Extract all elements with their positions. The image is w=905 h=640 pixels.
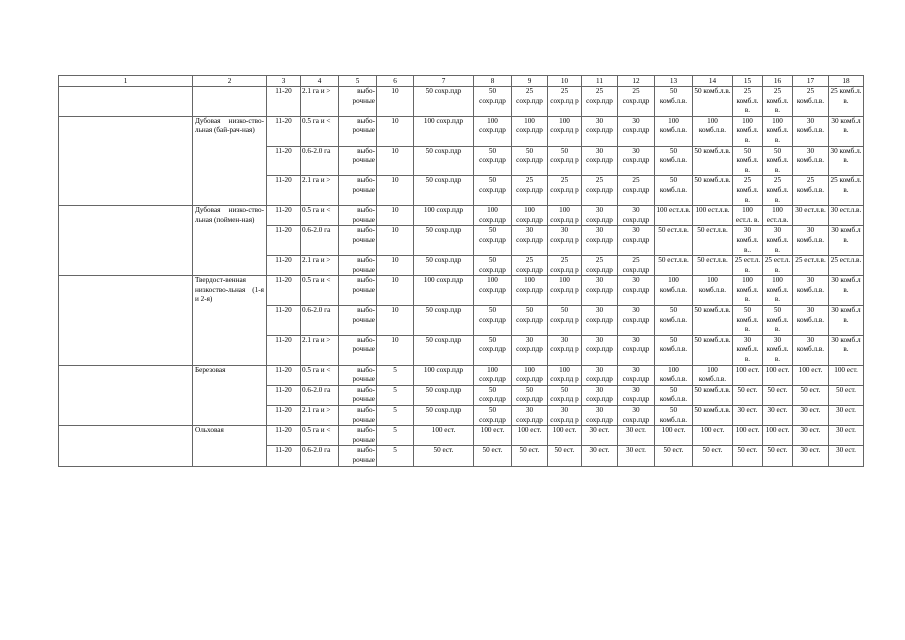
value-cell: 50 сохр.пдр (414, 406, 474, 426)
value-cell: 30 сохр.пдр (618, 406, 655, 426)
area-cell: 0.6-2.0 га (301, 146, 339, 176)
value-cell: 10 (377, 116, 414, 146)
value-cell: 50 комб.л.в. (655, 146, 693, 176)
value-cell: 100 комб.л.в. (655, 116, 693, 146)
value-cell: 30 сохр.пдр (618, 335, 655, 365)
value-cell: 50 ест. (655, 446, 693, 466)
value-cell: 30 сохр.пд р (548, 226, 582, 256)
value-cell: 50 комб.л. в. (733, 146, 763, 176)
value-cell: 10 (377, 206, 414, 226)
value-cell: 100 сохр.пд р (548, 276, 582, 306)
column-number-1: 1 (59, 76, 193, 87)
area-cell: 0.6-2.0 га (301, 446, 339, 466)
value-cell: 30 комб.л в. (829, 116, 864, 146)
age-cell: 11-20 (267, 406, 301, 426)
value-cell: 30 ест. (733, 406, 763, 426)
forest-type-cell: Ольховая (193, 426, 267, 466)
value-cell: 100 ест. (733, 365, 763, 385)
value-cell: 10 (377, 306, 414, 336)
age-cell: 11-20 (267, 446, 301, 466)
value-cell: 30 сохр.пд р (548, 406, 582, 426)
value-cell: 100 ест. (763, 365, 793, 385)
value-cell: 50 сохр.пдр (474, 226, 512, 256)
table-body (59, 76, 864, 467)
value-cell: 30 комб.л.в. (793, 146, 829, 176)
value-cell: 25 сохр.пдр (582, 176, 618, 206)
value-cell: 50 сохр.пдр (474, 406, 512, 426)
value-cell: 100 комб.л. в. (733, 116, 763, 146)
value-cell: 50 ест. (733, 446, 763, 466)
column-number-5: 5 (339, 76, 377, 87)
value-cell: 30 сохр.пдр (512, 335, 548, 365)
value-cell: 30 комб.л. в.. (733, 226, 763, 256)
area-cell: 0.5 га и < (301, 206, 339, 226)
area-cell: 0.6-2.0 га (301, 226, 339, 256)
value-cell: 50 комб.л.в. (693, 306, 733, 336)
column-number-8: 8 (474, 76, 512, 87)
column-number-9: 9 (512, 76, 548, 87)
value-cell: 100 ест.л.в. (763, 206, 793, 226)
value-cell: 10 (377, 276, 414, 306)
value-cell: 30 комб.л.в. (793, 306, 829, 336)
column-number-row (59, 76, 864, 87)
forest-type-cell: Дубовая низко-ство-льная (бай-рач-ная) (193, 116, 267, 205)
value-cell: 50 ест.л.в. (693, 226, 733, 256)
value-cell: 100 ест. (829, 365, 864, 385)
value-cell: 30 ест. (829, 406, 864, 426)
cutting-type-cell: выбо-рочные (339, 116, 377, 146)
area-cell: 2.1 га и > (301, 176, 339, 206)
value-cell: 100 сохр.пдр (414, 206, 474, 226)
value-cell: 30 комб.л в. (829, 226, 864, 256)
value-cell: 25 комб.л. в. (733, 176, 763, 206)
value-cell: 50 ест.л.в. (655, 256, 693, 276)
value-cell: 25 сохр.пд р (548, 176, 582, 206)
area-cell: 0.5 га и < (301, 116, 339, 146)
value-cell: 25 сохр.пдр (582, 87, 618, 117)
value-cell: 30 сохр.пдр (618, 276, 655, 306)
value-cell: 10 (377, 87, 414, 117)
column-number-15: 15 (733, 76, 763, 87)
cutting-type-cell: выбо-рочные (339, 406, 377, 426)
value-cell: 30 сохр.пдр (512, 226, 548, 256)
age-cell: 11-20 (267, 276, 301, 306)
value-cell: 100 ест. (655, 426, 693, 446)
value-cell: 50 сохр.пдр (512, 306, 548, 336)
value-cell: 30 ест. (618, 446, 655, 466)
cutting-type-cell: выбо-рочные (339, 335, 377, 365)
value-cell: 50 ест. (414, 446, 474, 466)
age-cell: 11-20 (267, 385, 301, 405)
value-cell: 25 ест.л.в. (793, 256, 829, 276)
value-cell: 50 сохр.пдр (474, 256, 512, 276)
age-cell: 11-20 (267, 306, 301, 336)
value-cell: 50 сохр.пдр (414, 385, 474, 405)
value-cell: 50 ест. (474, 446, 512, 466)
value-cell: 50 сохр.пдр (414, 176, 474, 206)
age-cell: 11-20 (267, 146, 301, 176)
value-cell: 50 комб.л. в. (733, 306, 763, 336)
column-number-11: 11 (582, 76, 618, 87)
value-cell: 25 сохр.пд р (548, 87, 582, 117)
value-cell: 30 комб.л.в. (793, 276, 829, 306)
value-cell: 5 (377, 426, 414, 446)
value-cell: 50 комб.л.в. (655, 335, 693, 365)
value-cell: 25 сохр.пдр (618, 176, 655, 206)
value-cell: 100 ест. (763, 426, 793, 446)
value-cell: 30 комб.л в. (829, 306, 864, 336)
value-cell: 30 сохр.пдр (582, 406, 618, 426)
value-cell: 50 сохр.пд р (548, 385, 582, 405)
value-cell: 30 ест. (582, 426, 618, 446)
value-cell: 5 (377, 365, 414, 385)
value-cell: 50 ест. (793, 385, 829, 405)
value-cell: 25 сохр.пдр (512, 87, 548, 117)
age-cell: 11-20 (267, 226, 301, 256)
value-cell: 30 ест. (618, 426, 655, 446)
value-cell: 30 комб.л.в. (793, 335, 829, 365)
age-cell: 11-20 (267, 426, 301, 446)
value-cell: 100 сохр.пд р (548, 206, 582, 226)
age-cell: 11-20 (267, 176, 301, 206)
age-cell: 11-20 (267, 87, 301, 117)
value-cell: 100 сохр.пдр (474, 276, 512, 306)
value-cell: 25 ест.л. в. (733, 256, 763, 276)
value-cell: 30 комб.л в. (829, 276, 864, 306)
table-row (59, 276, 864, 306)
value-cell: 25 сохр.пдр (512, 176, 548, 206)
age-cell: 11-20 (267, 365, 301, 385)
value-cell: 30 сохр.пдр (582, 276, 618, 306)
value-cell: 25 сохр.пдр (582, 256, 618, 276)
value-cell: 100 комб.л.в. (693, 365, 733, 385)
value-cell: 30 сохр.пдр (618, 306, 655, 336)
column-number-7: 7 (414, 76, 474, 87)
area-cell: 2.1 га и > (301, 335, 339, 365)
value-cell: 50 сохр.пдр (414, 306, 474, 336)
value-cell: 50 комб.л.в. (655, 385, 693, 405)
col-1-empty (59, 206, 193, 276)
value-cell: 30 комб.л. в. (733, 335, 763, 365)
value-cell: 30 ест. (582, 446, 618, 466)
cutting-type-cell: выбо-рочные (339, 385, 377, 405)
value-cell: 30 сохр.пдр (582, 226, 618, 256)
value-cell: 30 комб.л в. (829, 335, 864, 365)
column-number-4: 4 (301, 76, 339, 87)
cutting-type-cell: выбо-рочные (339, 446, 377, 466)
value-cell: 25 комб.л. в. (733, 87, 763, 117)
cutting-type-cell: выбо-рочные (339, 256, 377, 276)
value-cell: 30 сохр.пдр (618, 206, 655, 226)
age-cell: 11-20 (267, 335, 301, 365)
value-cell: 50 ест. (763, 385, 793, 405)
col-1-empty (59, 276, 193, 365)
value-cell: 50 ест. (512, 446, 548, 466)
value-cell: 50 комб.л. в. (763, 306, 793, 336)
value-cell: 30 ест. (793, 406, 829, 426)
column-number-12: 12 (618, 76, 655, 87)
area-cell: 0.6-2.0 га (301, 306, 339, 336)
value-cell: 100 комб.л. в. (763, 116, 793, 146)
value-cell: 30 комб.л. в. (829, 146, 864, 176)
value-cell: 50 сохр.пдр (474, 87, 512, 117)
area-cell: 0.6-2.0 га (301, 385, 339, 405)
value-cell: 100 комб.л. в. (733, 276, 763, 306)
value-cell: 10 (377, 146, 414, 176)
value-cell: 30 сохр.пдр (582, 146, 618, 176)
value-cell: 30 ест.л.в. (793, 206, 829, 226)
cutting-type-cell: выбо-рочные (339, 306, 377, 336)
value-cell: 100 ест.л.в. (693, 206, 733, 226)
cutting-type-cell: выбо-рочные (339, 276, 377, 306)
value-cell: 50 комб.л.в. (693, 146, 733, 176)
value-cell: 100 ест. (733, 426, 763, 446)
value-cell: 30 сохр.пдр (618, 365, 655, 385)
value-cell: 100 комб.л.в. (693, 116, 733, 146)
col-1-empty (59, 426, 193, 466)
value-cell: 30 ест. (793, 426, 829, 446)
value-cell: 50 сохр.пдр (512, 385, 548, 405)
value-cell: 30 комб.л.в. (793, 116, 829, 146)
value-cell: 50 ест.л.в. (655, 226, 693, 256)
col-1-empty (59, 365, 193, 426)
column-number-14: 14 (693, 76, 733, 87)
value-cell: 25 комб.л.в. (793, 176, 829, 206)
value-cell: 25 сохр.пдр (618, 87, 655, 117)
table-row (59, 206, 864, 226)
value-cell: 30 сохр.пдр (582, 365, 618, 385)
value-cell: 50 сохр.пдр (474, 176, 512, 206)
value-cell: 30 ест. (793, 446, 829, 466)
table-row (59, 116, 864, 146)
cutting-type-cell: выбо-рочные (339, 365, 377, 385)
value-cell: 25 сохр.пдр (512, 256, 548, 276)
value-cell: 100 сохр.пдр (474, 116, 512, 146)
cutting-type-cell: выбо-рочные (339, 426, 377, 446)
value-cell: 10 (377, 256, 414, 276)
value-cell: 50 сохр.пдр (512, 146, 548, 176)
value-cell: 100 ест. (414, 426, 474, 446)
column-number-3: 3 (267, 76, 301, 87)
cutting-type-cell: выбо-рочные (339, 206, 377, 226)
value-cell: 100 ест. (793, 365, 829, 385)
value-cell: 100 сохр.пдр (474, 365, 512, 385)
value-cell: 50 комб.л.в. (655, 87, 693, 117)
value-cell: 30 сохр.пдр (582, 385, 618, 405)
value-cell: 100 сохр.пдр (512, 206, 548, 226)
value-cell: 25 ест.л.в. (829, 256, 864, 276)
value-cell: 5 (377, 406, 414, 426)
value-cell: 100 комб.л.в. (693, 276, 733, 306)
value-cell: 100 сохр.пд р (548, 116, 582, 146)
value-cell: 25 комб.л. в. (763, 87, 793, 117)
area-cell: 2.1 га и > (301, 87, 339, 117)
value-cell: 30 ест. (829, 426, 864, 446)
forestry-table (58, 75, 864, 467)
value-cell: 30 сохр.пдр (582, 335, 618, 365)
column-number-6: 6 (377, 76, 414, 87)
value-cell: 50 сохр.пдр (474, 385, 512, 405)
value-cell: 50 сохр.пдр (414, 226, 474, 256)
column-number-13: 13 (655, 76, 693, 87)
area-cell: 0.5 га и < (301, 426, 339, 446)
value-cell: 50 ест. (733, 385, 763, 405)
value-cell: 30 сохр.пдр (618, 116, 655, 146)
value-cell: 100 комб.л. в. (763, 276, 793, 306)
value-cell: 5 (377, 446, 414, 466)
value-cell: 100 комб.л.в. (655, 276, 693, 306)
value-cell: 30 комб.л.в. (793, 226, 829, 256)
column-number-2: 2 (193, 76, 267, 87)
table-row (59, 87, 864, 117)
value-cell: 25 сохр.пд р (548, 256, 582, 276)
value-cell: 100 ест. (474, 426, 512, 446)
forest-type-cell: Дубовая низко-ство-льная (поймен-ная) (193, 206, 267, 276)
value-cell: 100 комб.л.в. (655, 365, 693, 385)
column-number-16: 16 (763, 76, 793, 87)
value-cell: 100 ест. (512, 426, 548, 446)
value-cell: 30 сохр.пдр (582, 306, 618, 336)
value-cell: 30 комб.л. в. (763, 226, 793, 256)
value-cell: 30 комб.л. в. (763, 335, 793, 365)
value-cell: 50 ест. (763, 446, 793, 466)
value-cell: 50 ест.л.в. (693, 256, 733, 276)
value-cell: 50 комб.л.в. (655, 406, 693, 426)
cutting-type-cell: выбо-рочные (339, 87, 377, 117)
col-1-empty (59, 87, 193, 117)
value-cell: 25 комб.л. в. (829, 176, 864, 206)
value-cell: 100 сохр.пдр (512, 116, 548, 146)
cutting-type-cell: выбо-рочные (339, 226, 377, 256)
value-cell: 50 сохр.пдр (414, 256, 474, 276)
table-row (59, 365, 864, 385)
value-cell: 30 сохр.пдр (618, 146, 655, 176)
value-cell: 50 комб.л.в. (693, 87, 733, 117)
value-cell: 100 ест.л.в. (655, 206, 693, 226)
value-cell: 50 сохр.пд р (548, 146, 582, 176)
forest-type-cell (193, 87, 267, 117)
value-cell: 50 сохр.пдр (474, 306, 512, 336)
value-cell: 30 сохр.пдр (582, 206, 618, 226)
value-cell: 30 ест. (829, 446, 864, 466)
value-cell: 25 ест.л. в. (763, 256, 793, 276)
area-cell: 2.1 га и > (301, 406, 339, 426)
value-cell: 50 комб.л.в. (693, 385, 733, 405)
age-cell: 11-20 (267, 116, 301, 146)
value-cell: 100 сохр.пдр (414, 116, 474, 146)
value-cell: 50 комб.л.в. (693, 176, 733, 206)
value-cell: 100 ест. (693, 426, 733, 446)
value-cell: 30 сохр.пдр (618, 385, 655, 405)
value-cell: 50 комб.л.в. (693, 406, 733, 426)
value-cell: 100 ест. (548, 426, 582, 446)
value-cell: 100 сохр.пдр (512, 276, 548, 306)
forest-type-cell: Березовая (193, 365, 267, 426)
value-cell: 25 комб.л. в. (829, 87, 864, 117)
value-cell: 30 ест. (763, 406, 793, 426)
area-cell: 0.5 га и < (301, 276, 339, 306)
value-cell: 30 сохр.пдр (618, 226, 655, 256)
value-cell: 50 сохр.пдр (474, 146, 512, 176)
value-cell: 100 сохр.пдр (414, 365, 474, 385)
value-cell: 50 сохр.пдр (414, 335, 474, 365)
forest-type-cell: Твердост-венная низкоство-льная (1-я и 2-я) (193, 276, 267, 365)
value-cell: 50 сохр.пд р (548, 306, 582, 336)
value-cell: 100 ест.л. в. (733, 206, 763, 226)
value-cell: 30 сохр.пд р (548, 335, 582, 365)
column-number-18: 18 (829, 76, 864, 87)
table-row (59, 426, 864, 446)
area-cell: 2.1 га и > (301, 256, 339, 276)
value-cell: 25 сохр.пдр (618, 256, 655, 276)
cutting-type-cell: выбо-рочные (339, 146, 377, 176)
value-cell: 50 сохр.пдр (414, 87, 474, 117)
value-cell: 10 (377, 335, 414, 365)
age-cell: 11-20 (267, 206, 301, 226)
value-cell: 10 (377, 176, 414, 206)
column-number-10: 10 (548, 76, 582, 87)
age-cell: 11-20 (267, 256, 301, 276)
value-cell: 30 ест.л.в. (829, 206, 864, 226)
value-cell: 100 сохр.пдр (414, 276, 474, 306)
value-cell: 50 сохр.пдр (414, 146, 474, 176)
value-cell: 5 (377, 385, 414, 405)
column-number-17: 17 (793, 76, 829, 87)
value-cell: 50 ест. (829, 385, 864, 405)
value-cell: 50 ест. (693, 446, 733, 466)
value-cell: 50 сохр.пдр (474, 335, 512, 365)
value-cell: 100 сохр.пдр (512, 365, 548, 385)
value-cell: 50 комб.л.в. (655, 306, 693, 336)
value-cell: 30 сохр.пдр (582, 116, 618, 146)
area-cell: 0.5 га и < (301, 365, 339, 385)
value-cell: 100 сохр.пд р (548, 365, 582, 385)
value-cell: 50 комб.л. в. (763, 146, 793, 176)
cutting-type-cell: выбо-рочные (339, 176, 377, 206)
value-cell: 25 комб.л. в. (763, 176, 793, 206)
value-cell: 30 сохр.пдр (512, 406, 548, 426)
value-cell: 10 (377, 226, 414, 256)
value-cell: 50 комб.л.в. (655, 176, 693, 206)
value-cell: 25 комб.л.в. (793, 87, 829, 117)
value-cell: 100 сохр.пдр (474, 206, 512, 226)
value-cell: 50 ест. (548, 446, 582, 466)
col-1-empty (59, 116, 193, 205)
value-cell: 50 комб.л.в. (693, 335, 733, 365)
